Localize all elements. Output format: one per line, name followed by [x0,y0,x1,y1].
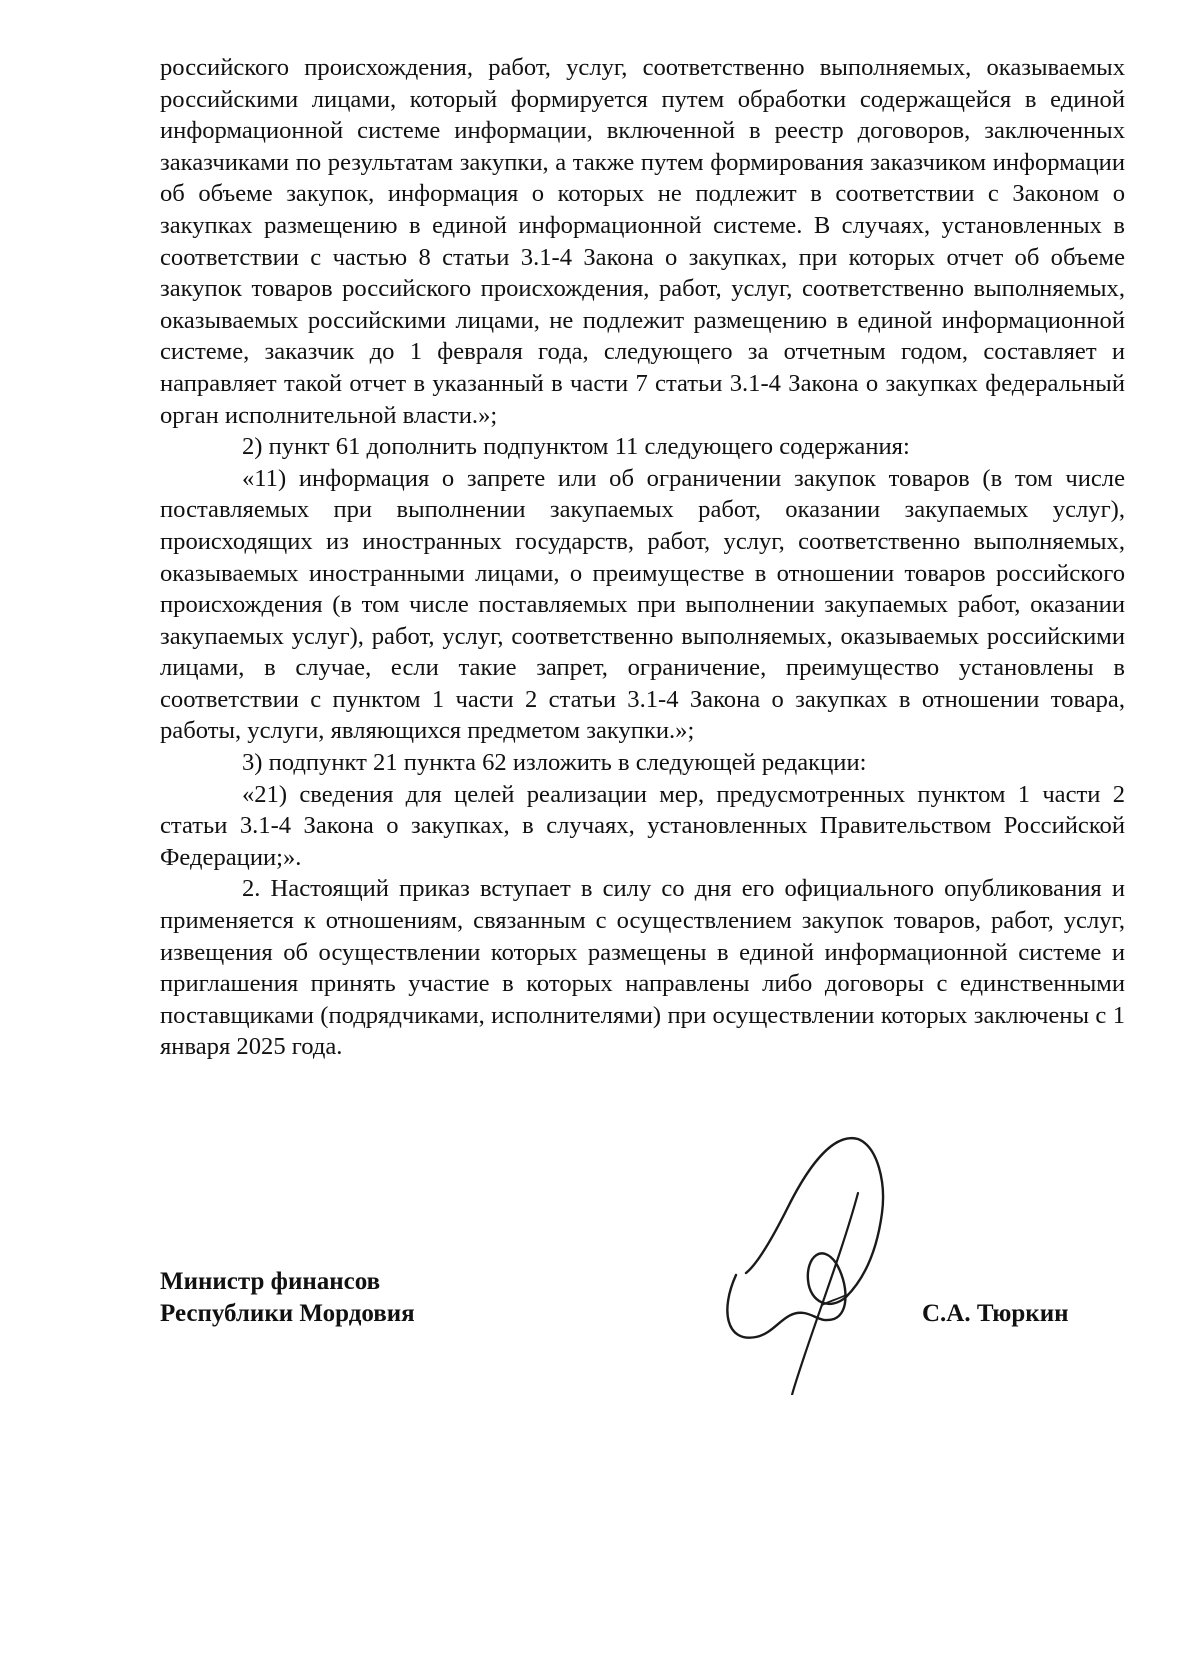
paragraph-5: «21) сведения для целей реализации мер, предусмотренных пунктом 1 части 2 статьи 3.1-4 Закона о закупках, в случаях, установленных Правительством Российской Федерации;». [160,780,1125,871]
paragraph-4: 3) подпункт 21 пункта 62 изложить в следующей редакции: [242,749,867,777]
paragraph-3: «11) информация о запрете или об ограничении закупок товаров (в том числе поставляемых при выполнении закупаемых работ, оказании закупаемых услуг), происходящих из иностранных государств, работ, услуг, соответственно выполняемых, оказываемых иностранными лицами, о преимуществе в отношении товаров российского происхождения (в том числе поставляемых при выполнении закупаемых работ, оказании закупаемых услуг), работ, услуг, соответственно выполняемых, оказываемых российскими лицами, в случае, если такие запрет, ограничение, преимущество установлены в соответствии с пунктом 1 части 2 статьи 3.1-4 Закона о закупках в отношении товара, работы, услуги, являющихся предметом закупки.»; [160,464,1125,745]
signatory-name: С.А. Тюркин [922,1300,1069,1327]
position-line-2: Республики Мордовия [160,1300,415,1327]
paragraph-2: 2) пункт 61 дополнить подпунктом 11 следующего содержания: [242,433,910,461]
document-body [160,52,1125,1063]
handwritten-signature [718,1135,908,1395]
paragraph-1: российского происхождения, работ, услуг, соответственно выполняемых, оказываемых российскими лицами, который формируется путем обработки содержащейся в единой информационной системе информации, включенной в реестр договоров, заключенных заказчиками по результатам закупки, а также путем формирования заказчиком информации об объеме закупок, информация о которых не подлежит в соответствии с Законом о закупках размещению в единой информационной системе. В случаях, установленных в соответствии с частью 8 статьи 3.1-4 Закона о закупках, при которых отчет об объеме закупок товаров российского происхождения, работ, услуг, соответственно выполняемых, оказываемых российскими лицами, не подлежит размещению в единой информационной системе, заказчик до 1 февраля года, следующего за отчетным годом, составляет и направляет такой отчет в указанный в части 7 статьи 3.1-4 Закона о закупках федеральный орган исполнительной власти.»; [160,54,1125,429]
position-line-1: Министр финансов [160,1268,381,1295]
paragraph-6: 2. Настоящий приказ вступает в силу со дня его официального опубликования и применяется к отношениям, связанным с осуществлением закупок товаров, работ, услуг, извещения об осуществлении которых размещены в единой информационной системе и приглашения принять участие в которых направлены либо договоры с единственными поставщиками (подрядчиками, исполнителями) при осуществлении которых заключены с 1 января 2025 года. [160,875,1125,1061]
